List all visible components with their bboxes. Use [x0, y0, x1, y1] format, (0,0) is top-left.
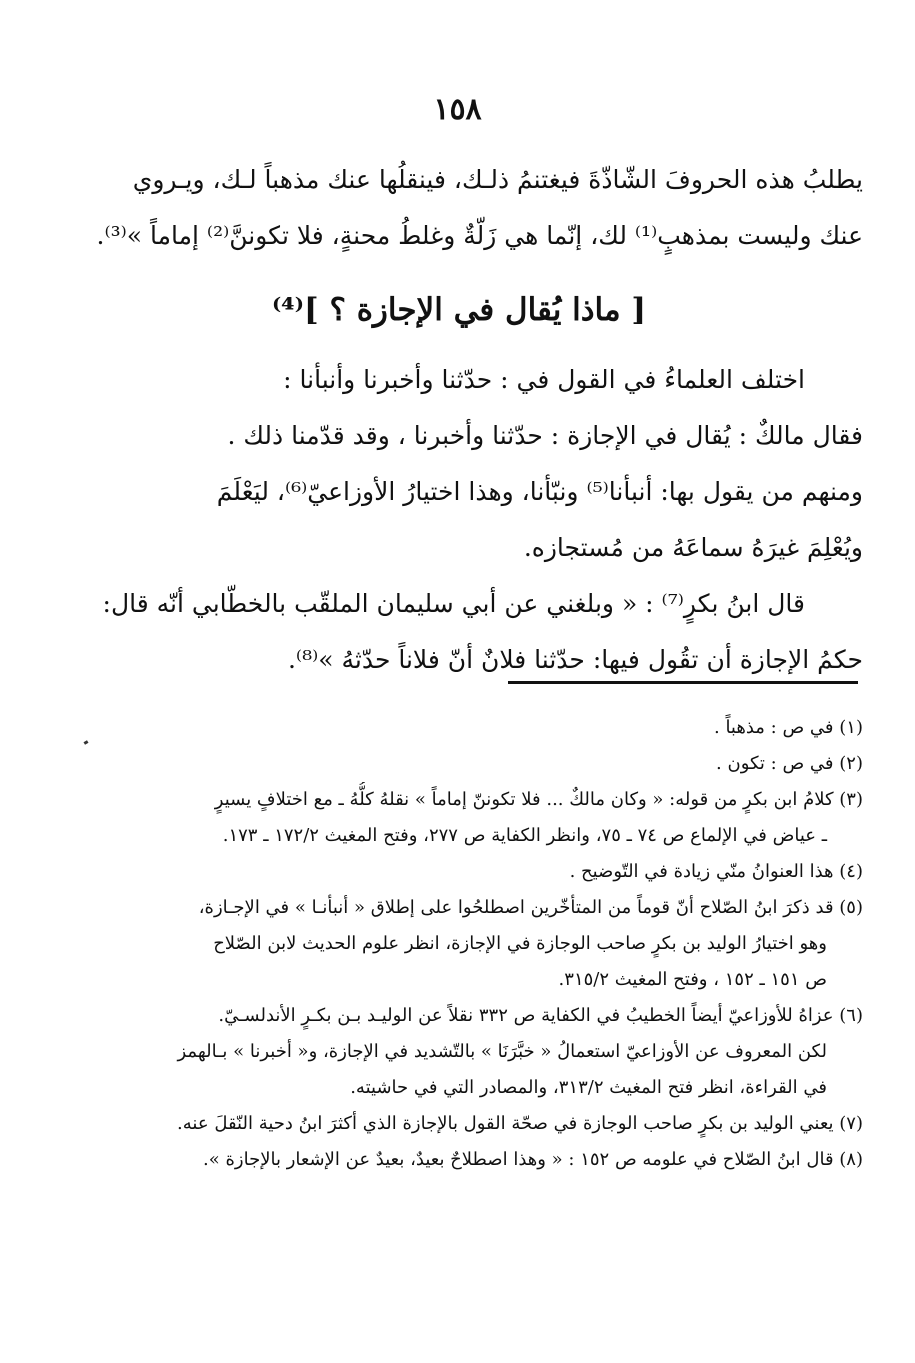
footnote-line: لكن المعروف عن الأوزاعيّ استعمالُ « خبَّرَنَا » بالتّشديد في الإجازة، و« أخبرنا » بـالهمز	[177, 1041, 827, 1062]
footnote-line: (٨) قال ابنُ الصّلاح في علومه ص ١٥٢ : « وهذا اصطلاحٌ بعيدٌ، بعيدٌ عن الإشعار بالإجازة ».	[203, 1149, 863, 1170]
footnote-line: (٢) في ص : تكون .	[716, 753, 863, 774]
text-line: يطلبُ هذه الحروفَ الشّاذّةَ فيغتنمُ ذلـك، فينقلُها عنك مذهباً لـك، ويـروي	[132, 165, 863, 194]
footnote-5	[55, 890, 863, 998]
footnote-line: (١) في ص : مذهباً .	[714, 717, 863, 738]
main-text	[55, 152, 863, 688]
footnote-7	[55, 1106, 863, 1142]
footnote-line: ص ١٥١ ـ ١٥٢ ، وفتح المغيث ٣١٥/٢.	[558, 969, 827, 990]
footnote-line: (٦) عزاهُ للأوزاعيّ أيضاً الخطيبُ في الكفاية ص ٣٣٢ نقلاً عن الوليـد بـن بكـرٍ الأندلسـيّ.	[218, 1005, 863, 1026]
page-number: ١٥٨	[433, 92, 482, 127]
footnote-line: في القراءة، انظر فتح المغيث ٣١٣/٢، والمصادر التي في حاشيته.	[350, 1077, 827, 1098]
footnote-8	[55, 1142, 863, 1178]
footnote-3	[55, 782, 863, 854]
footnote-line: ـ عياض في الإلماع ص ٧٤ ـ ٧٥، وانظر الكفاية ص ٢٧٧، وفتح المغيث ١٧٢/٢ ـ ١٧٣.	[222, 825, 827, 846]
footnote-6	[55, 998, 863, 1106]
paragraph-line: ومنهم من يقول بها: أنبأنا⁽⁵⁾ ونبّأنا، وهذا اختيارُ الأوزاعيّ⁽⁶⁾، ليَعْلَمَ	[216, 477, 863, 506]
footnote-line: (٥) قد ذكرَ ابنُ الصّلاح أنّ قوماً من المتأخّرين اصطلحُوا على إطلاق « أنبأنـا » في الإجـازة،	[198, 897, 863, 918]
section-heading: [ ماذا يُقال في الإجازة ؟ ]⁽⁴⁾	[271, 292, 647, 328]
paragraph-line: قال ابنُ بكرٍ⁽⁷⁾ : « وبلغني عن أبي سليمان الملقّب بالخطّابي أنّه قال:	[102, 589, 805, 618]
paragraph-line: اختلف العلماءُ في القول في : حدّثنا وأخبرنا وأنبأنا :	[283, 365, 805, 394]
footnote-1	[55, 710, 863, 746]
footnotes	[55, 710, 863, 1178]
text-line: عنك وليست بمذهبٍ⁽¹⁾ لك، إنّما هي زَلّةٌ وغلطُ محنةٍ، فلا تكوننَّ⁽²⁾ إماماً »⁽³⁾.	[96, 221, 863, 250]
paragraph-line: حكمُ الإجازة أن تقُول فيها: حدّثنا فلانٌ أنّ فلاناً حدّثهُ »⁽⁸⁾.	[287, 645, 863, 674]
footnote-separator	[508, 681, 858, 684]
footnote-4	[55, 854, 863, 890]
paragraph-line: فقال مالكٌ : يُقال في الإجازة : حدّثنا وأخبرنا ، وقد قدّمنا ذلك .	[227, 421, 863, 450]
footnote-line: وهو اختيارُ الوليد بن بكرٍ صاحب الوجازة في الإجازة، انظر علوم الحديث لابن الصّلاح	[213, 933, 827, 954]
footnote-line: (٤) هذا العنوانُ منّي زيادة في التّوضيح .	[569, 861, 863, 882]
paragraph-line: ويُعْلِمَ غيرَهُ سماعَهُ من مُستجازه.	[523, 533, 863, 562]
footnote-line: (٣) كلامُ ابن بكرٍ من قوله: « وكان مالكٌ ... فلا تكوننّ إماماً » نقلهُ كلُّهُ ـ مع اختلافٍ يسيرٍ	[214, 789, 863, 810]
footnote-2	[55, 746, 863, 782]
footnote-line: (٧) يعني الوليد بن بكرٍ صاحب الوجازة في صحّة القول بالإجازة الذي أكثرَ ابنُ دحية النّقلَ عنه.	[177, 1113, 863, 1134]
